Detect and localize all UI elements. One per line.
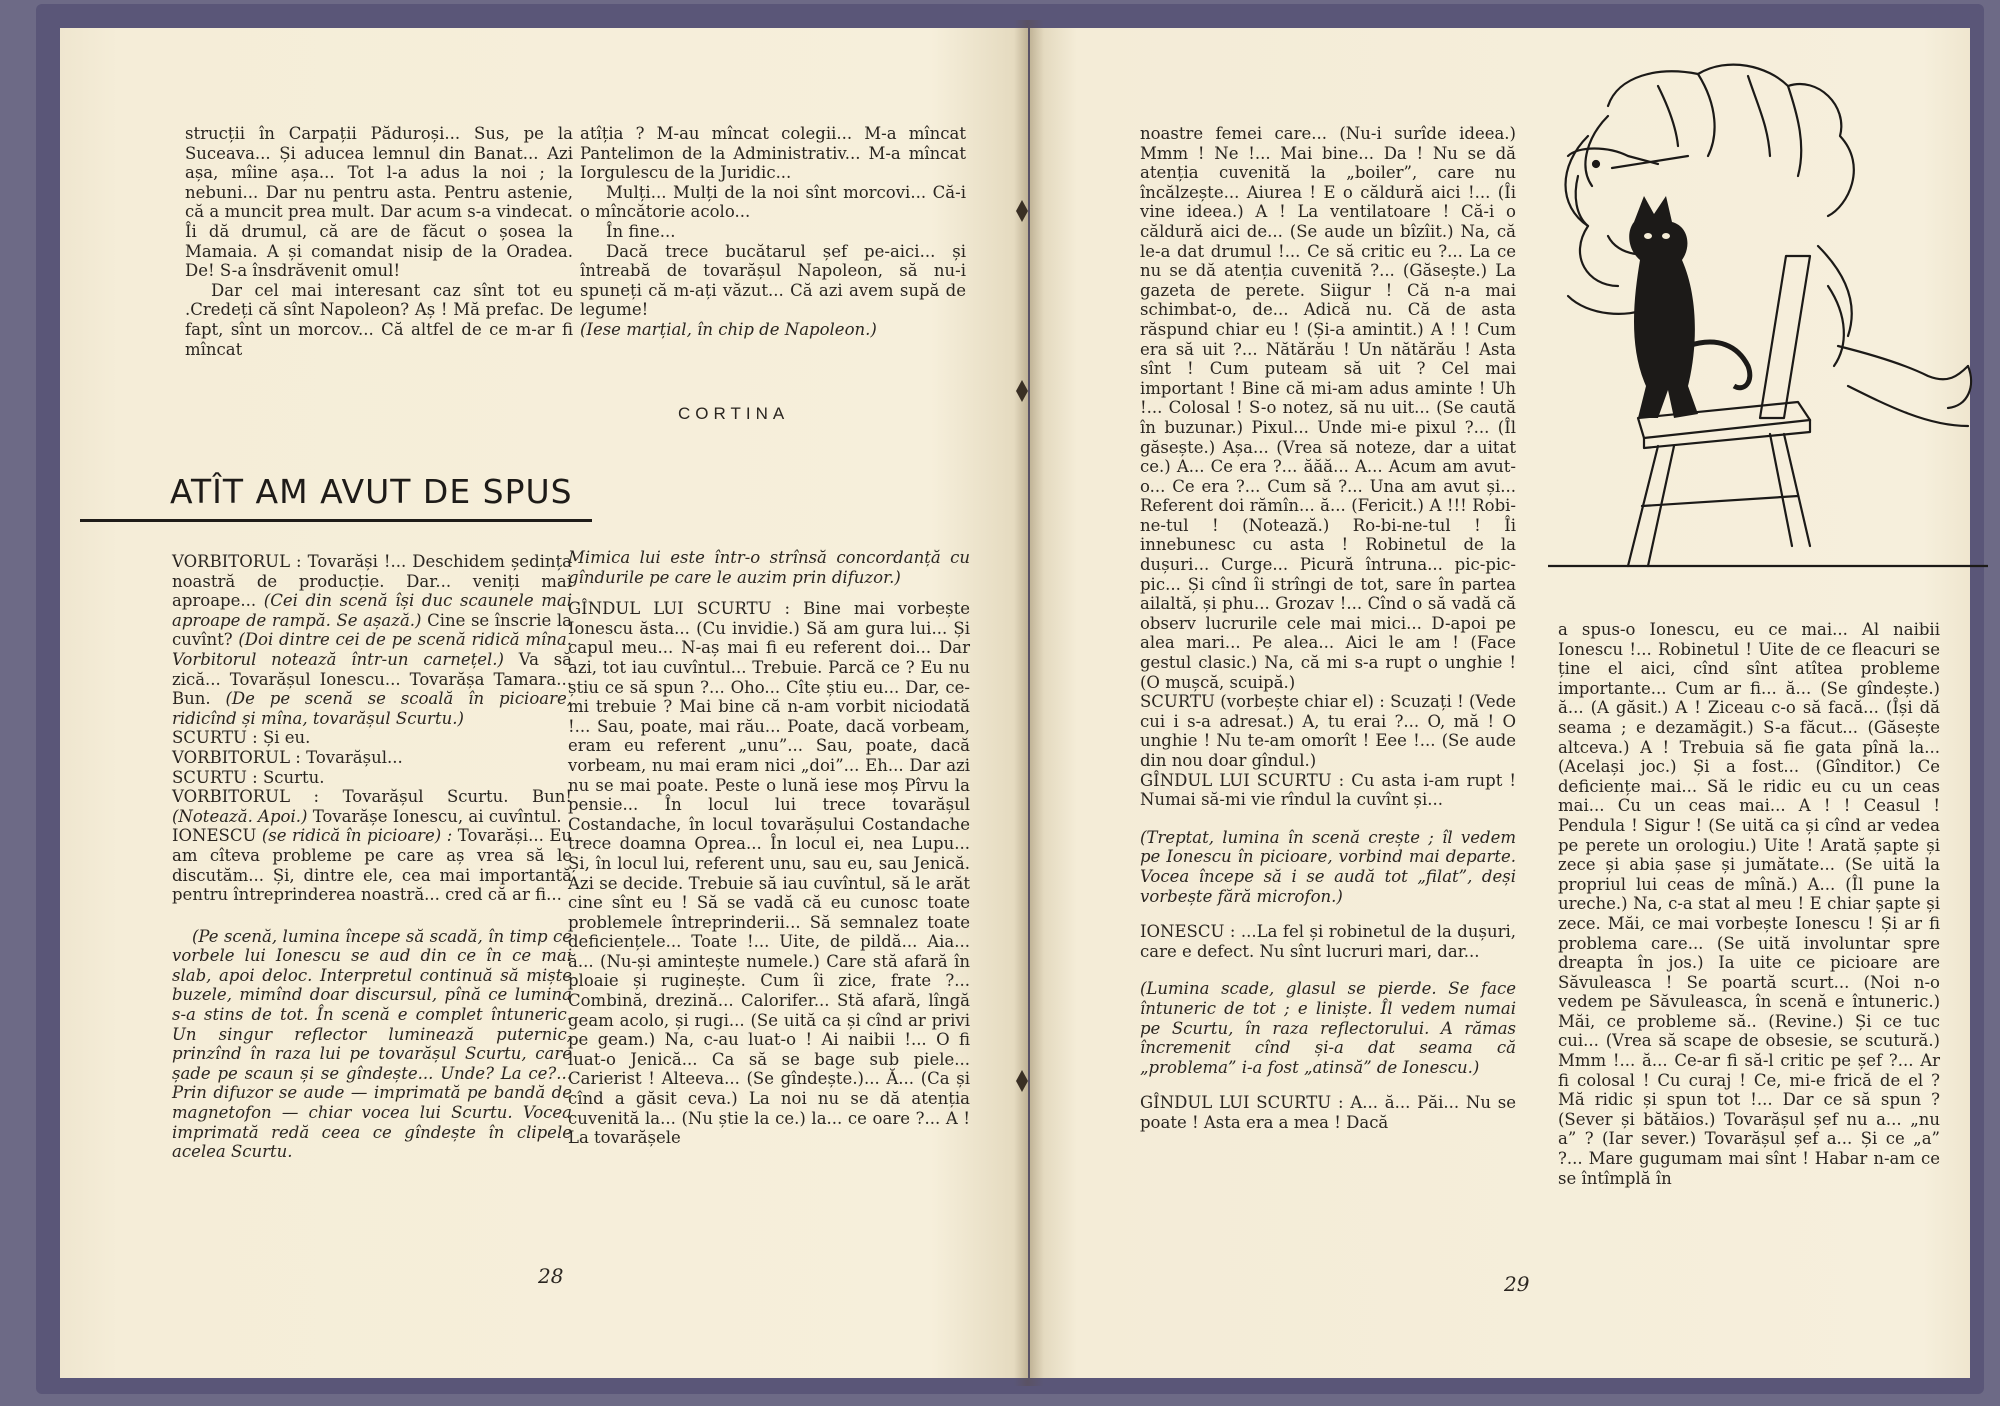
binding-clip-icon — [1014, 380, 1030, 402]
paragraph: strucții în Carpații Păduroși... Sus, pe la Suceava... Și aducea lemnul din Banat... Azi așa, mîine așa... Tot l-a adus la noi ; la nebuni... Dar nu pentru asta. Pentru astenie, că a muncit prea mult. Dar acum s-a vindecat. Îi dă drumul, că are de făcut o șosea la Mamaia. A și comandat nisip de la Oradea. De! S-a însdrăvenit omul! — [185, 124, 573, 281]
stage-direction: (Treptat, lumina în scenă crește ; îl vedem pe Ionescu în picioare, vorbind mai departe. Vocea începe să i se audă tot „filat”, deși vorbește fără microfon.) — [1140, 827, 1516, 906]
paragraph: a spus-o Ionescu, eu ce mai... Al naibii Ionescu !... Robinetul ! Uite de ce fleacuri se ține el aici, cînd sînt atîtea probleme importante... Cum ar fi... ă... (Se gîndește.) ă... (A găsit.) A ! Ziceau c-o să facă... (Își dă seama ; e dezamăgit.) S-a făcut... (Găsește altceva.) A ! Trebuia să fie gata pînă la... (Același joc.) Și a fost... (Gînditor.) Ce deficiențe mai... Să le ridic eu cu un ceas mai... Cu un ceas mai... A ! ! Ceasul ! Pendula ! Sigur ! (Se uită ca și cînd ar vedea pe perete un orologiu.) Uite ! Arată șapte și zece și abia șase și jumătate... (Se uită la propriul lui ceas de mînă.) A... (Îl pune la ureche.) Na, c-a stat al meu ! E chiar șapte și zece. Măi, ce mai vorbește Ionescu ! Și ar fi problema care... (Se uită involuntar spre dreapta în jos.) Ia uite ce picioare are Săvuleasca ! Se poartă scurt... (Noi n-o vedem pe Săvuleasca, în scenă e întuneric.) Măi, ce probleme să.. (Revine.) Și ce tuc cui... (Vrea să scape de obsesie, se scutură.) Mmm !... ă... Ce-ar fi să-l critic pe șef ?... Ar fi colosal ! Cu curaj ! Ce, mi-e frică de el ? Mă ridic și spun tot !... Dar ce să spun ? (Sever și bătăios.) Tovarășul șef nu a... „nu a” ? (Iar sever.) Tovarășul șef a... Și ce „a” ?... Mare gugumam mai sînt ! Habar n-am ce se întîmplă în — [1558, 620, 1940, 1188]
left-column-1-top — [185, 124, 573, 359]
title-underline — [80, 519, 592, 522]
dialogue-line: SCURTU : Scurtu. — [172, 767, 325, 787]
lion-cat-illustration — [1548, 46, 1988, 594]
page-number: 28 — [538, 1264, 564, 1288]
paragraph: Mulți... Mulți de la noi sînt morcovi... Că-i o mîncătorie acolo... — [580, 182, 966, 222]
binding-clip-icon — [1014, 1070, 1030, 1092]
left-page — [60, 28, 1028, 1378]
section-title: ATÎT AM AVUT DE SPUS — [170, 472, 573, 511]
dialogue-line: SCURTU (vorbește chiar el) : Scuzați ! (Vede cui i s-a adresat.) A, tu erai ?... O, mă ! O unghie ! Nu te-am omorît ! Eee !... (Se aude din nou doar gîndul.) — [1140, 692, 1516, 770]
right-column-1 — [1140, 124, 1516, 1133]
paragraph: atîția ? M-au mîncat colegii... M-a mîncat Pantelimon de la Administrativ... M-a mîncat Iorgulescu de la Juridic... — [580, 124, 966, 183]
dialogue-line: SCURTU : Și eu. — [172, 728, 311, 748]
stage-direction: (Pe scenă, lumina începe să scadă, în timp ce vorbele lui Ionescu se aud din ce în ce mai slab, apoi deloc. Interpretul continuă să miște buzele, mimînd doar discursul, pînă ce lumina s-a stins de tot. În scenă e complet întuneric. Un singur reflector luminează puternic, prinzînd în raza lui pe tovarășul Scurtu, care șade pe scaun și se gîndește... Unde? La ce?... Prin difuzor se aude — imprimată pe bandă de magnetofon — chiar vocea lui Scurtu. Vocea imprimată redă ceea ce gîndește în clipele acelea Scurtu. — [172, 926, 572, 1162]
dialogue-line: GÎNDUL LUI SCURTU : Bine mai vorbește Ionescu ăsta... (Cu invidie.) Să am gura lui... Și capul meu... N-aș mai fi eu referent doi... Dar azi, tot iau cuvîntul... Trebuie. Parcă ce ? Eu nu știu ce să spun ?... Oho... Cîte știu eu... Dar, ce-mi trebuie ? Mai bine că n-am vorbit niciodată !... Sau, poate, mai rău... Poate, dacă vorbeam, eram eu referent „unu”... Sau, poate, dacă vorbeam, nu mai eram nici „doi”... Eh... Dar azi nu se mai poate. Peste o lună iese moș Pîrvu la pensie... În locul lui trece tovarășul Costandache, în locul tovarășului Costandache trece doamna Oprea... În locul ei, nea Lupu... Și, în locul lui, referent unu, sau eu, sau Jenică. Azi se decide. Trebuie să iau cuvîntul, să le arăt cine sînt eu ! Să se vadă că eu cunosc toate problemele întreprinderii... Să semnalez toate deficiențele... Toate !... Uite, de pildă... Aia... ă... (Nu-și amintește numele.) Care stă afară în ploaie și ruginește. Cum îi zice, frate ?... Combină, drezină... Calorifer... Stă afară, lîngă geam acolo, și rugi... (Se uită ca și cînd ar privi pe geam.) Na, c-au luat-o ! Ai naibii !... O fi luat-o Jenică... Ca să se bage sub piele... Carierist ! Alteeva... (Se gîndește.)... Ă... (Ca și cînd a găsit ceva.) La noi nu se dă atenția cuvenită la... (Nu știe la ce.) la... ce oare ?... A ! La tovarășele — [568, 599, 970, 1148]
page-number: 29 — [1504, 1272, 1530, 1296]
right-column-2 — [1558, 620, 1940, 1188]
paragraph: Dacă trece bucătarul șef pe-aici... și întreabă de tovarășul Napoleon, să nu-i spuneți că m-ați văzut... Că azi avem supă de legume! — [580, 241, 966, 320]
stage-direction: (Lumina scade, glasul se pierde. Se face întuneric de tot ; e liniște. Îl vedem numai pe Scurtu, în raza reflectorului. A rămas încremenit cînd și-a dat seama că „problema” i-a fost „atinsă” de Ionescu.) — [1140, 979, 1516, 1077]
book-spine — [1014, 20, 1044, 1386]
paragraph: În fine... — [606, 221, 676, 241]
dialogue-line: VORBITORUL : Tovarăși !... Deschidem ședința noastră de producție. Dar... veniți mai aproape... (Cei din scenă își duc scaunele mai aproape de rampă. Se așază.) Cine se înscrie la cuvînt? (Doi dintre cei de pe scenă ridică mîna. Vorbitorul notează într-un carnețel.) Va să zică... Tovarășul Ionescu... Tovarășa Tamara... Bun. (De pe scenă se scoală în picioare, ridicînd și mîna, tovarășul Scurtu.) — [172, 552, 573, 728]
dialogue-line: IONESCU (se ridică în picioare) : Tovarăși... Eu am cîteva probleme pe care aș vrea să le discutăm... Și, dintre ele, cea mai importantă pentru întreprinderea noastră... cred că ar fi... — [172, 826, 572, 905]
paragraph: noastre femei care... (Nu-i surîde ideea.) Mmm ! Ne !... Mai bine... Da ! Nu se dă atenția cuvenită la „boiler”, care nu încălzește... Aiurea ! E o căldură aici !... (Îi vine ideea.) A ! La ventilatoare ! Că-i o căldură aici de... (Se aude un bîzîit.) Na, că le-a dat drumul !... Ce să critic eu ?... La ce nu se dă atenția cuvenită ?... (Găsește.) La gazeta de perete. Siigur ! Că n-a mai schimbat-o, de... Adică nu. Că de asta răspund chiar eu ! (Și-a amintit.) A ! ! Cum era să uit ?... Nătărău ! Un nătărău ! Asta sînt ! Cum puteam să uit ? Cel mai important ! Bine că mi-am adus aminte ! Uh !... Colosal ! S-o notez, să nu uit... (Se caută în buzunar.) Pixul... Unde mi-e pixul ?... (Îl găsește.) Așa... (Vrea să noteze, dar a uitat ce.) A... Ce era ?... ăăă... A... Acum am avut-o... Ce era ?... Cum să ?... Una am avut și... Referent doi rămîn... ă... (Fericit.) A !!! Robi-ne-tul ! (Notează.) Ro-bi-ne-tul ! Îi innebunesc cu asta ! Robinetul de la dușuri... Curge... Picură întruna... pic-pic-pic... Și cînd îi strîngi de tot, sare în partea ailaltă, și phu... Grozav !... Cînd o să vadă că observ lucrurile cele mai mici... D-apoi pe alea mari... Pe alea... Aici le am ! (Face gestul clasic.) Na, că mi s-a rupt o unghie ! (O mușcă, scuipă.) — [1140, 124, 1516, 692]
binding-clip-icon — [1014, 200, 1030, 222]
stage-direction: Mimica lui este într-o strînsă concordanță cu gîndurile pe care le auzim prin difuzor.) — [568, 548, 970, 587]
dialogue-line: GÎNDUL LUI SCURTU : A... ă... Păi... Nu se poate ! Asta era a mea ! Dacă — [1140, 1093, 1516, 1132]
dialogue-line: IONESCU : ...La fel și robinetul de la dușuri, care e defect. Nu sînt lucruri mari, dar... — [1140, 922, 1516, 961]
left-column-2-main — [568, 548, 970, 1148]
stage-direction: (Iese marțial, în chip de Napoleon.) — [580, 319, 877, 339]
dialogue-line: VORBITORUL : Tovarășul... — [172, 747, 403, 767]
dialogue-line: GÎNDUL LUI SCURTU : Cu asta i-am rupt ! Numai să-mi vie rîndul la cuvînt și... — [1140, 770, 1516, 810]
left-column-2-top — [580, 124, 966, 340]
left-column-1-main — [172, 552, 572, 1162]
dialogue-line: VORBITORUL : Tovarășul Scurtu. Bun! (Notează. Apoi.) Tovarășe Ionescu, ai cuvîntul. — [172, 787, 572, 826]
paragraph: Dar cel mai interesant caz sînt tot eu .Credeți că sînt Napoleon? Aș ! Mă prefac. De fapt, sînt un morcov... Că altfel de ce m-ar fi mîncat — [185, 280, 573, 359]
cortina-label: CORTINA — [678, 404, 790, 423]
